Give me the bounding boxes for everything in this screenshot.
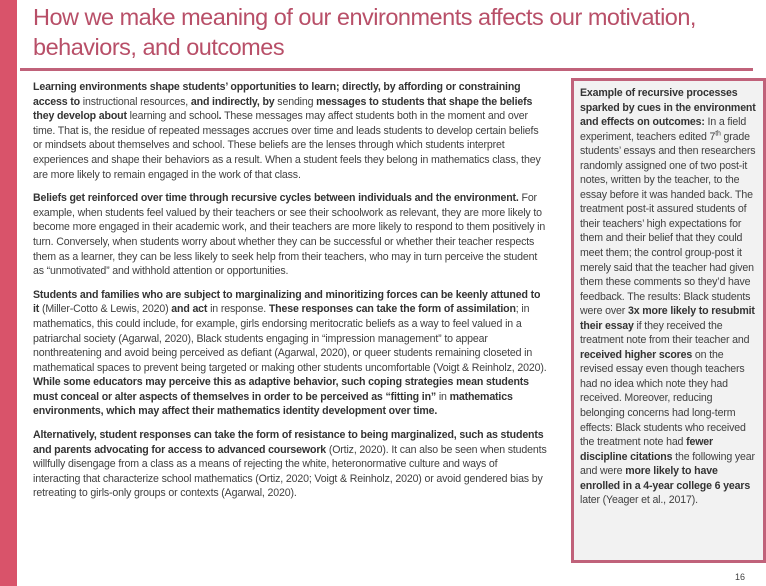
text: (Ortiz, 2020). It can also be seen when students willfully disengage from a class as a means of rejecting the white, heteronormative culture and ways of interacting that characterize school mathematics (Ortiz, 2020; Voigt & Reinholz, 2020) or avoid gendered bias by retreating to girls-only groups or contexts (Agarwal, 2020). [33,443,547,500]
text: These messages may affect students both in the moment and over time. That is, the residue of repeated messages accrues over time and leads students to develop certain beliefs or mindsets about themselves and school. These beliefs are the lenses through which students interpret experiences and shape their behaviors as a result. When a student feels they belong in mathematics class, they are more likely to remain engaged in the work of that class. [33,110,541,181]
example-callout-box [571,78,766,563]
bold-text: Alternatively, student responses can take the form of resistance to being marginalized, such as students and parents advocating for access to advanced coursework [33,429,544,456]
text: grade students’ essays and then researchers randomly assigned one of two post-it notes, written by the teacher, to the essay before it was handed back. The treatment post-it assured students of their teachers’ high expectations for them and their belief that they could meet them; the control group-post it merely said that the teacher had given them these comments so they’d have feedback. The results: Black students were over [580,130,756,318]
text: For example, when students feel valued by their teachers or see their schoolwork as relevant, they are more likely to become more engaged in their academic work, and their teachers are more likely to respond to them positively in turn. Conversely, when students worry about whether they can be successful or whether their teacher respects them as a learner, they can be less likely to seek help from their teachers, who may in turn perceive the student as “unmotivated” and withhold attention or opportunities. [33,192,546,278]
accent-bar [0,0,17,586]
slide-title: How we make meaning of our environments affects our motivation, behaviors, and outcomes [33,4,696,60]
text: the following year and were [580,450,755,478]
bold-text: mathematics environments, which may affect their mathematics identity development over time. [33,390,513,418]
bold-text: 3x more likely to resubmit their essay [580,305,755,332]
bold-text: Students and families who are subject to marginalizing and minoritizing forces can be keenly attuned to it [33,288,541,316]
paragraph-assimilation [33,288,547,419]
bold-text: messages to students that shape the beliefs they develop about [33,95,533,123]
page-number: 16 [735,572,746,582]
bold-text: Learning environments shape students’ opportunities to learn; directly, by affording or constraining access to [33,81,521,108]
text: later (Yeager et al., 2017). [580,494,698,507]
main-text-column [33,80,547,510]
bold-text: fewer discipline citations [580,436,714,463]
text: instructional resources, [79,95,191,108]
text: sending [274,95,317,108]
bold-text: Beliefs get reinforced over time through recursive cycles between individuals and the environment. [33,192,519,205]
paragraph-learning-environments [33,80,547,182]
bold-text: and act [171,303,208,316]
text: in [436,390,450,403]
text: learning and school [126,110,219,123]
bold-text: . [218,110,222,123]
bold-text: and indirectly, by [190,95,275,108]
text: if they received the treatment note from their teacher and [580,319,750,347]
bold-text: These responses can take the form of assimilation [268,303,516,316]
superscript: th [715,130,721,138]
callout-text [580,86,757,508]
bold-text: more likely to have enrolled in a 4-year college 6 years [580,465,751,492]
text: on the revised essay even though teachers had no idea which note they had received. Moreover, reducing belonging concerns had long-term effects: Black students who received the treatment note had [580,348,746,449]
text: (Miller-Cotto & Lewis, 2020) [39,303,172,316]
paragraph-recursive-cycles [33,191,547,279]
text: ; in mathematics, this could include, for example, girls endorsing meritocratic beliefs as a way to feel valued in a patriarchal society (Agarwal, 2020), Black students engaging in “impression management” to appear nonthreatening and avoid being perceived as defiant (Agarwal, 2020), or queer students remaining closeted in mathematical spaces to prevent being targeted or making other students uncomfortable (Voigt & Reinholz, 2020). [33,303,547,374]
text: in response. [207,303,269,316]
paragraph-resistance [33,428,547,501]
bold-text: Example of recursive processes sparked by cues in the environment and effects on outcomes: [580,87,756,129]
bold-text: received higher scores [580,348,693,361]
title-underline [20,68,753,71]
text: In a field experiment, teachers edited 7 [580,116,747,143]
bold-text: While some educators may perceive this as adaptive behavior, such coping strategies mean students must conceal or alter aspects of themselves in order to be perceived as “fitting in” [33,376,529,403]
